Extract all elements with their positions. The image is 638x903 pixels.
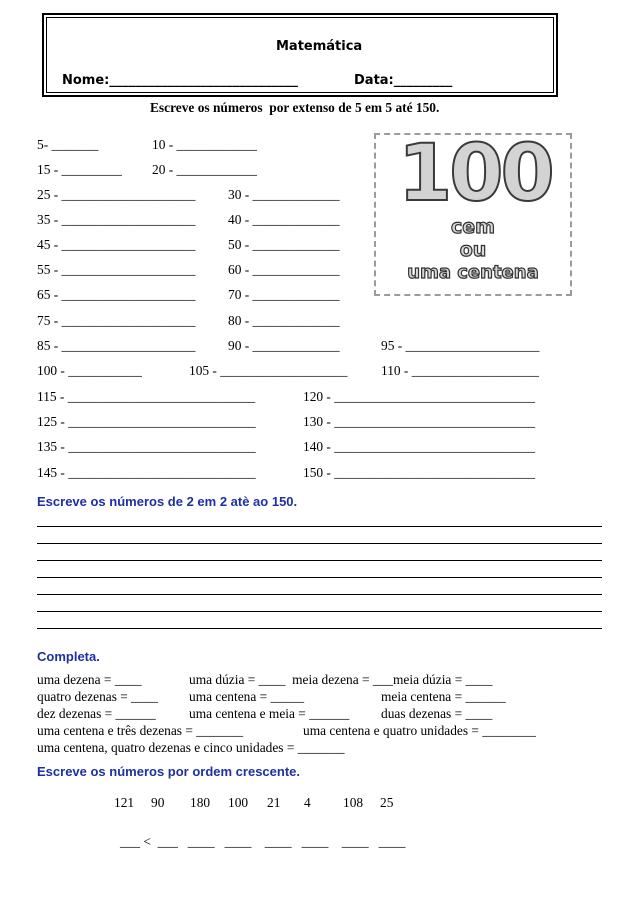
row-item[interactable]: 30 - _____________ — [228, 187, 340, 202]
row-item[interactable]: 110 - ___________________ — [381, 363, 539, 378]
row-item[interactable]: 115 - ____________________________ — [37, 389, 256, 404]
row-item[interactable]: 55 - ____________________ — [37, 262, 196, 277]
row-item[interactable]: 135 - ____________________________ — [37, 439, 256, 454]
number-item: 25 — [380, 795, 394, 810]
hundred-number: 100 — [398, 129, 552, 219]
row-item[interactable]: 35 - ____________________ — [37, 212, 196, 227]
row-item[interactable]: 20 - ____________ — [152, 162, 257, 177]
ruled-line[interactable] — [37, 577, 602, 578]
badge-word-centena: uma centena — [407, 262, 539, 283]
name-field[interactable]: Nome:_____________________________ — [62, 73, 298, 88]
row-item[interactable]: 25 - ____________________ — [37, 187, 196, 202]
row-item[interactable]: 120 - ______________________________ — [303, 389, 536, 404]
page-title: Matemática — [276, 39, 363, 54]
row-item[interactable]: 90 - _____________ — [228, 338, 340, 353]
row-item[interactable]: 150 - ______________________________ — [303, 465, 536, 480]
order-answer-line[interactable]: ___ < ___ ____ ____ ____ ____ ____ ____ — [120, 834, 406, 849]
ruled-line[interactable] — [37, 611, 602, 612]
number-item: 100 — [228, 795, 249, 810]
row-item[interactable]: 40 - _____________ — [228, 212, 340, 227]
hundred-illustration — [374, 129, 572, 296]
row-item[interactable]: 65 - ____________________ — [37, 287, 196, 302]
complete-item[interactable]: duas dezenas = ____ — [381, 706, 493, 721]
row-item[interactable]: 125 - ____________________________ — [37, 414, 256, 429]
number-item: 180 — [190, 795, 211, 810]
ruled-line[interactable] — [37, 526, 602, 527]
complete-item[interactable]: quatro dezenas = ____ — [37, 689, 158, 704]
complete-item[interactable]: uma dúzia = ____ meia dezena = ___meia dúzia = ____ — [189, 672, 493, 687]
row-item[interactable]: 5- _______ — [37, 137, 99, 152]
ruled-line[interactable] — [37, 543, 602, 544]
row-item[interactable]: 130 - ______________________________ — [303, 414, 536, 429]
instruction-count-by-two: Escreve os números de 2 em 2 atè ao 150. — [37, 494, 298, 509]
row-item[interactable]: 60 - _____________ — [228, 262, 340, 277]
complete-item[interactable]: uma centena = _____ — [189, 689, 305, 704]
number-item: 121 — [114, 795, 135, 810]
ruled-line[interactable] — [37, 594, 602, 595]
row-item[interactable]: 145 - ____________________________ — [37, 465, 256, 480]
date-field[interactable]: Data:_________ — [354, 73, 453, 88]
number-item: 4 — [304, 795, 311, 810]
row-item[interactable]: 85 - ____________________ — [37, 338, 196, 353]
complete-item[interactable]: uma centena, quatro dezenas e cinco unidades = _______ — [37, 740, 345, 755]
row-item[interactable]: 95 - ____________________ — [381, 338, 540, 353]
row-item[interactable]: 10 - ____________ — [152, 137, 257, 152]
row-item[interactable]: 140 - ______________________________ — [303, 439, 536, 454]
badge-word-ou: ou — [459, 239, 487, 261]
row-item[interactable]: 15 - _________ — [37, 162, 122, 177]
number-item: 108 — [343, 795, 364, 810]
ruled-line[interactable] — [37, 560, 602, 561]
instruction-complete: Completa. — [37, 649, 100, 664]
badge-word-cem: cem — [451, 216, 495, 238]
number-item: 21 — [267, 795, 281, 810]
row-item[interactable]: 70 - _____________ — [228, 287, 340, 302]
row-item[interactable]: 75 - ____________________ — [37, 313, 196, 328]
ruled-line[interactable] — [37, 628, 602, 629]
row-item[interactable]: 50 - _____________ — [228, 237, 340, 252]
complete-item[interactable]: meia centena = ______ — [381, 689, 506, 704]
complete-item[interactable]: uma centena e quatro unidades = ________ — [303, 723, 536, 738]
row-item[interactable]: 45 - ____________________ — [37, 237, 196, 252]
instruction-write-words: Escreve os números por extenso de 5 em 5 até 150. — [150, 100, 440, 115]
complete-item[interactable]: uma centena e três dezenas = _______ — [37, 723, 244, 738]
complete-item[interactable]: uma dezena = ____ — [37, 672, 142, 687]
complete-item[interactable]: dez dezenas = ______ — [37, 706, 156, 721]
instruction-order: Escreve os números por ordem crescente. — [37, 764, 301, 779]
number-item: 90 — [151, 795, 165, 810]
row-item[interactable]: 105 - ___________________ — [189, 363, 348, 378]
complete-item[interactable]: uma centena e meia = ______ — [189, 706, 350, 721]
row-item[interactable]: 80 - _____________ — [228, 313, 340, 328]
row-item[interactable]: 100 - ___________ — [37, 363, 142, 378]
